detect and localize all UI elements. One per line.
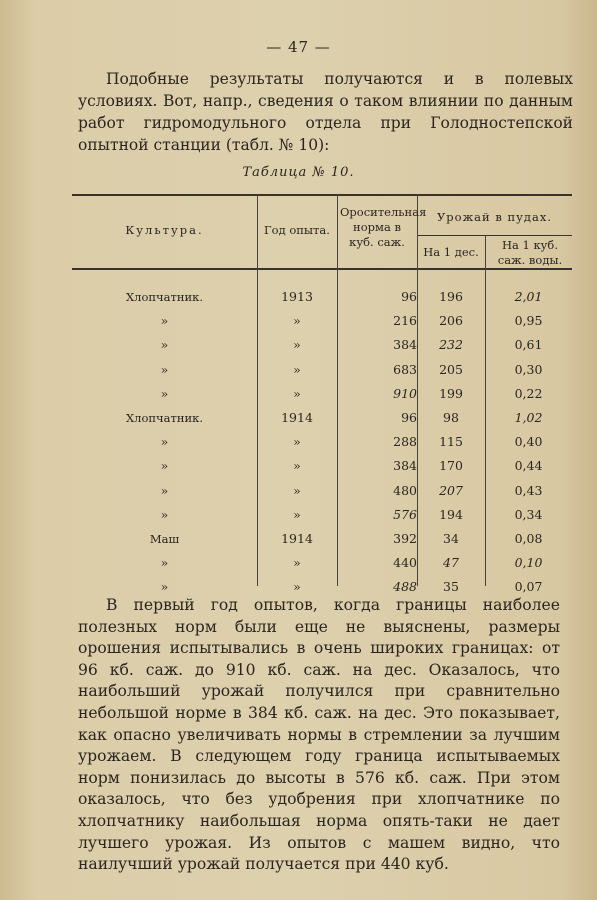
cell-norm: 96 — [401, 289, 417, 304]
cell-year: » — [293, 337, 301, 353]
page-number: — 47 — — [266, 38, 331, 56]
cell-yield: 232 — [439, 337, 463, 353]
cell-year: » — [293, 506, 301, 522]
header-crop: Культура. — [125, 223, 204, 237]
cell-norm: 440 — [393, 555, 417, 571]
cell-water: 0,07 — [514, 579, 543, 595]
table-top-rule — [72, 194, 572, 196]
cell-crop: » — [160, 555, 169, 571]
cell-water: 0,22 — [514, 385, 543, 401]
cell-yield: 35 — [443, 579, 459, 595]
cell-yield: 98 — [443, 410, 459, 425]
table-header-rule — [72, 268, 572, 270]
cell-yield: 206 — [439, 313, 463, 329]
cell-water: 0,10 — [514, 555, 543, 571]
cell-yield: 196 — [439, 289, 463, 304]
cell-year: » — [293, 482, 301, 498]
cell-yield: 34 — [443, 531, 459, 546]
cell-water: 0,34 — [514, 506, 543, 522]
cell-yield: 170 — [439, 458, 463, 474]
cell-water: 0,43 — [514, 482, 543, 498]
cell-norm: 384 — [393, 337, 417, 353]
cell-crop: » — [160, 361, 169, 377]
cell-year: » — [293, 579, 301, 595]
cell-year: » — [293, 361, 301, 377]
cell-yield: 205 — [439, 361, 463, 377]
cell-norm: 288 — [393, 434, 417, 450]
table-caption: Таблица № 10. — [242, 165, 355, 180]
cell-year: » — [293, 458, 301, 474]
cell-yield: 115 — [439, 434, 463, 450]
header-year: Год опыта. — [264, 223, 330, 237]
cell-norm: 216 — [393, 313, 417, 329]
cell-crop: » — [160, 434, 169, 450]
cell-yield: 194 — [439, 506, 463, 522]
cell-water: 0,30 — [514, 361, 543, 377]
cell-year: » — [293, 434, 301, 450]
cell-water: 2,01 — [514, 289, 543, 304]
cell-norm: 96 — [401, 410, 417, 425]
cell-water: 0,44 — [514, 458, 543, 474]
cell-year: » — [293, 385, 301, 401]
cell-norm: 384 — [393, 458, 417, 474]
cell-crop: » — [160, 337, 169, 353]
cell-year: 1913 — [281, 289, 313, 304]
header-per-dec: На 1 дес. — [423, 245, 479, 259]
cell-norm: 910 — [393, 385, 417, 401]
paragraph-intro — [78, 68, 573, 156]
data-table — [72, 190, 572, 595]
cell-crop: » — [160, 458, 169, 474]
cell-yield: 207 — [439, 482, 463, 498]
cell-yield: 47 — [443, 555, 459, 571]
cell-water: 0,95 — [514, 313, 543, 329]
cell-water: 1,02 — [514, 410, 543, 425]
cell-norm: 488 — [393, 579, 417, 595]
cell-crop: Маш — [149, 532, 180, 546]
cell-water: 0,40 — [514, 434, 543, 450]
cell-water: 0,61 — [514, 337, 543, 353]
cell-crop: » — [160, 385, 169, 401]
paragraph-discussion — [78, 595, 560, 876]
cell-year: 1914 — [281, 410, 313, 425]
cell-year: » — [293, 555, 301, 571]
cell-year: » — [293, 313, 301, 329]
cell-norm: 480 — [393, 482, 417, 498]
cell-norm: 683 — [393, 361, 417, 377]
cell-crop: » — [160, 482, 169, 498]
cell-year: 1914 — [281, 531, 313, 546]
table-subheader-rule — [417, 235, 572, 236]
cell-crop: Хлопчатник. — [125, 290, 204, 304]
cell-crop: » — [160, 579, 169, 595]
cell-water: 0,08 — [514, 531, 543, 546]
header-yield-group: Урожай в пудах. — [437, 210, 552, 224]
header-norm: Оросительная норма в куб. саж. — [340, 205, 427, 249]
cell-crop: » — [160, 506, 169, 522]
cell-norm: 576 — [393, 506, 417, 522]
paragraph-intro-text: Подобные результаты получаются и в полевых условиях. Вот, напр., сведения о таком влиянии по данным работ гидромодульного отдела при Голодностепской опытной станции (табл. № 10): — [78, 70, 573, 154]
paragraph-discussion-text: В первый год опытов, когда границы наиболее полезных норм были еще не выяснены, размеры орошения испытывались в очень широких границах: от 96 кб. саж. до 910 кб. саж. на дес. Оказалось, что наибольший урожай получился при сравнительно небольшой норме в 384 кб. саж. на дес. Это показывает, как опасно увеличивать нормы в стремлении за лучшим урожаем. В следующем году граница испытываемых норм понизилась до высоты в 576 кб. саж. При этом оказалось, что без удобрения при хлопчатнике по хлопчатнику наибольшая норма опять-таки не дает лучшего урожая. Из опытов с машем видно, что наилучший урожай получается при 440 куб. — [78, 596, 560, 874]
cell-norm: 392 — [393, 531, 417, 546]
cell-crop: » — [160, 313, 169, 329]
header-per-water: На 1 куб. саж. воды. — [497, 238, 563, 267]
cell-crop: Хлопчатник. — [125, 411, 204, 425]
cell-yield: 199 — [439, 385, 463, 401]
